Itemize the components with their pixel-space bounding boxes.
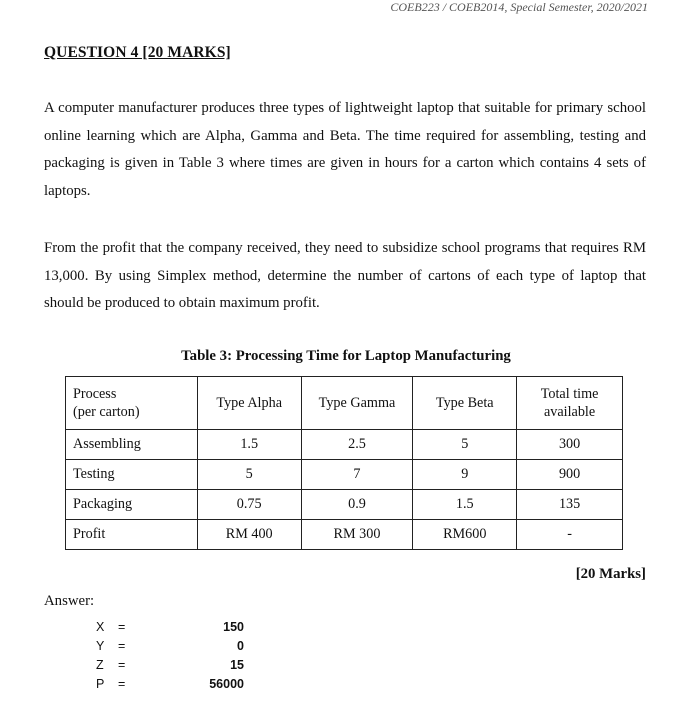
page-header: COEB223 / COEB2014, Special Semester, 2020/2021 <box>390 0 648 14</box>
answer-value: 150 <box>223 620 244 634</box>
cell-alpha: 5 <box>197 460 301 490</box>
cell-alpha: RM 400 <box>197 520 301 550</box>
cell-total: - <box>517 520 623 550</box>
answer-equals: = <box>118 639 126 653</box>
cell-beta: RM600 <box>413 520 517 550</box>
table-row <box>66 520 623 550</box>
row-label: Testing <box>66 460 198 490</box>
cell-gamma: 7 <box>301 460 413 490</box>
answer-value: 0 <box>237 639 244 653</box>
cell-gamma: 2.5 <box>301 430 413 460</box>
cell-total: 135 <box>517 490 623 520</box>
marks-label: [20 Marks] <box>575 566 646 582</box>
answer-variable: X <box>96 620 105 634</box>
header-type-gamma: Type Gamma <box>301 377 413 430</box>
answer-equals: = <box>118 677 126 691</box>
header-process-line1: Process <box>73 386 117 402</box>
answer-row <box>0 658 300 677</box>
answer-label: Answer: <box>44 593 95 609</box>
table-row <box>66 490 623 520</box>
table-row <box>66 430 623 460</box>
table-row <box>66 460 623 490</box>
problem-paragraph-2: From the profit that the company received, they need to subsidize school programs that requires RM 13,000. By using Simplex method, determine the number of cartons of each type of laptop that should be produced to obtain maximum profit. <box>44 240 646 311</box>
table-header-row <box>66 377 623 430</box>
answer-row <box>0 677 300 696</box>
cell-total: 300 <box>517 430 623 460</box>
answer-value: 15 <box>230 658 244 672</box>
processing-time-table <box>65 376 623 550</box>
answer-value: 56000 <box>209 677 244 691</box>
cell-beta: 1.5 <box>413 490 517 520</box>
header-total-time <box>517 377 623 430</box>
answer-equals: = <box>118 620 126 634</box>
cell-gamma: 0.9 <box>301 490 413 520</box>
cell-gamma: RM 300 <box>301 520 413 550</box>
header-total-line1: Total time <box>540 386 599 402</box>
answer-equals: = <box>118 658 126 672</box>
header-type-beta: Type Beta <box>413 377 517 430</box>
row-label: Profit <box>66 520 198 550</box>
table-title: Table 3: Processing Time for Laptop Manufacturing <box>181 348 511 364</box>
question-title: QUESTION 4 [20 MARKS] <box>44 44 231 61</box>
header-process-line2: (per carton) <box>73 404 140 420</box>
answer-row <box>0 639 300 658</box>
problem-paragraph-1: A computer manufacturer produces three types of lightweight laptop that suitable for primary school online learning which are Alpha, Gamma and Beta. The time required for assembling, testing and packaging is given in Table 3 where times are given in hours for a carton which contains 4 sets of laptops. <box>44 100 646 199</box>
header-type-alpha: Type Alpha <box>197 377 301 430</box>
answer-variable: P <box>96 677 105 691</box>
answer-variable: Y <box>96 639 105 653</box>
answer-row <box>0 620 300 639</box>
header-total-line2: available <box>543 404 596 420</box>
row-label: Packaging <box>66 490 198 520</box>
cell-beta: 9 <box>413 460 517 490</box>
cell-beta: 5 <box>413 430 517 460</box>
header-process <box>66 377 198 430</box>
cell-total: 900 <box>517 460 623 490</box>
cell-alpha: 0.75 <box>197 490 301 520</box>
cell-alpha: 1.5 <box>197 430 301 460</box>
row-label: Assembling <box>66 430 198 460</box>
answer-variable: Z <box>96 658 104 672</box>
